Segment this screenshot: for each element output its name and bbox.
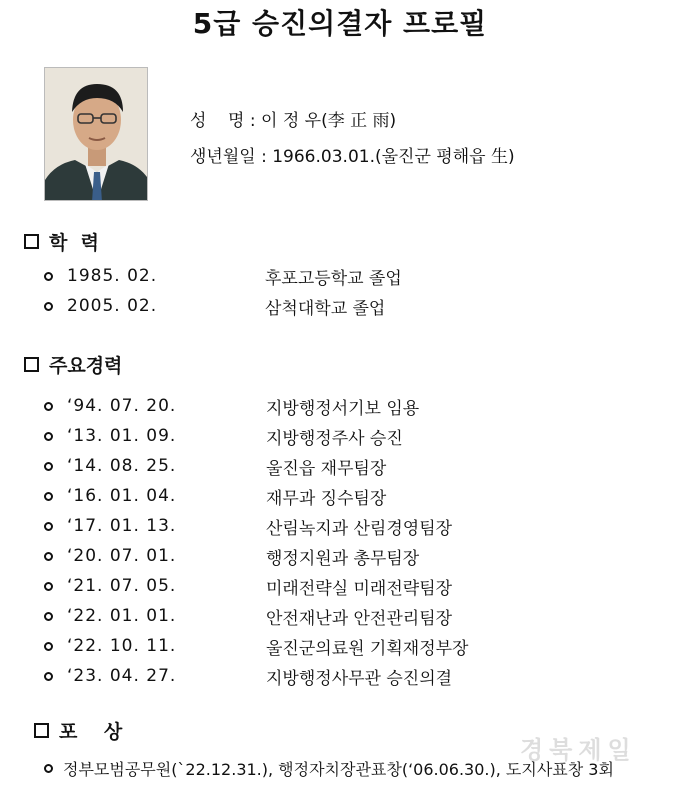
education-item xyxy=(44,266,402,289)
career-desc: 행정지원과 총무팀장 xyxy=(266,548,420,569)
page-title: 5급 승진의결자 프로필 xyxy=(192,7,488,40)
circle-bullet-icon xyxy=(44,402,53,411)
circle-bullet-icon xyxy=(44,302,53,311)
circle-bullet-icon xyxy=(44,642,53,651)
education-heading xyxy=(24,228,99,255)
birth-row xyxy=(190,142,515,167)
career-date: ‘16. 01. 04. xyxy=(67,486,177,506)
awards-text: 정부모범공무원(`22.12.31.), 행정자치장관표창(‘06.06.30.), 도지사표창 3회 xyxy=(63,760,614,779)
career-date: ‘14. 08. 25. xyxy=(67,456,177,476)
career-desc: 안전재난과 안전관리팀장 xyxy=(266,608,453,629)
education-item xyxy=(44,296,386,319)
career-item xyxy=(44,396,420,419)
checkbox-square-icon xyxy=(34,723,49,738)
career-item xyxy=(44,666,453,689)
career-desc: 재무과 징수팀장 xyxy=(266,488,387,509)
career-date: ‘17. 01. 13. xyxy=(67,516,177,536)
career-date: ‘23. 04. 27. xyxy=(67,666,177,686)
career-item xyxy=(44,516,453,539)
education-date: 1985. 02. xyxy=(67,266,158,286)
career-date: ‘21. 07. 05. xyxy=(67,576,177,596)
career-item xyxy=(44,456,387,479)
career-item xyxy=(44,576,453,599)
career-desc: 지방행정사무관 승진의결 xyxy=(266,668,453,689)
circle-bullet-icon xyxy=(44,672,53,681)
portrait-photo xyxy=(44,67,148,201)
career-date: ‘94. 07. 20. xyxy=(67,396,177,416)
education-desc: 후포고등학교 졸업 xyxy=(265,268,402,289)
career-item xyxy=(44,636,469,659)
circle-bullet-icon xyxy=(44,764,53,773)
circle-bullet-icon xyxy=(44,582,53,591)
circle-bullet-icon xyxy=(44,552,53,561)
career-date: ‘22. 10. 11. xyxy=(67,636,177,656)
circle-bullet-icon xyxy=(44,612,53,621)
career-heading-label: 주요경력 xyxy=(49,355,123,377)
career-date: ‘13. 01. 09. xyxy=(67,426,177,446)
career-date: ‘20. 07. 01. xyxy=(67,546,177,566)
career-desc: 울진읍 재무팀장 xyxy=(266,458,387,479)
awards-heading-label: 포 상 xyxy=(59,721,123,743)
circle-bullet-icon xyxy=(44,272,53,281)
circle-bullet-icon xyxy=(44,492,53,501)
birth-value: 1966.03.01.(울진군 평해읍 生) xyxy=(272,147,515,167)
name-label: 성 명 : xyxy=(190,111,261,131)
career-item xyxy=(44,486,387,509)
education-desc: 삼척대학교 졸업 xyxy=(265,298,386,319)
watermark: 경북제일 xyxy=(520,736,637,764)
career-date: ‘22. 01. 01. xyxy=(67,606,177,626)
career-desc: 산림녹지과 산림경영팀장 xyxy=(266,518,453,539)
career-item xyxy=(44,426,403,449)
circle-bullet-icon xyxy=(44,522,53,531)
awards-heading xyxy=(34,717,122,744)
career-desc: 울진군의료원 기획재정부장 xyxy=(266,638,469,659)
education-heading-label: 학 력 xyxy=(49,232,99,254)
career-desc: 미래전략실 미래전략팀장 xyxy=(266,578,453,599)
checkbox-square-icon xyxy=(24,357,39,372)
name-value: 이 정 우(李 正 雨) xyxy=(261,111,397,131)
checkbox-square-icon xyxy=(24,234,39,249)
birth-label: 생년월일 : xyxy=(190,147,273,167)
career-desc: 지방행정주사 승진 xyxy=(266,428,403,449)
career-item xyxy=(44,546,420,569)
circle-bullet-icon xyxy=(44,462,53,471)
career-desc: 지방행정서기보 임용 xyxy=(266,398,420,419)
career-item xyxy=(44,606,453,629)
career-heading xyxy=(24,351,122,378)
education-date: 2005. 02. xyxy=(67,296,158,316)
circle-bullet-icon xyxy=(44,432,53,441)
name-row xyxy=(190,106,396,131)
